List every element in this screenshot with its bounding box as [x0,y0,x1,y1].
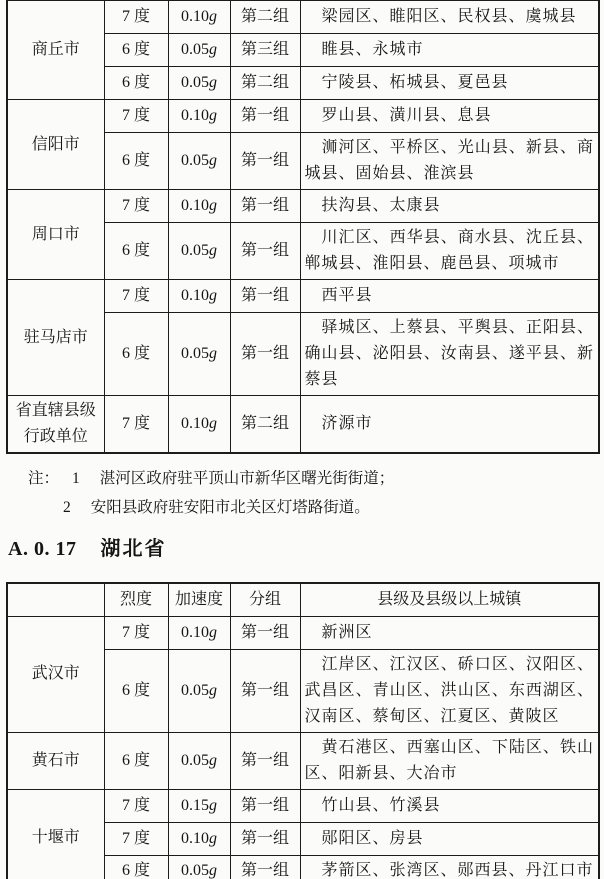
seismic-table-hubei [6,582,600,879]
acceleration-cell: 0.10g [168,822,230,855]
towns-cell: 宁陵县、柘城县、夏邑县 [300,67,599,100]
group-cell: 第一组 [230,732,300,789]
unit-g: g [209,829,217,847]
unit-g: g [209,74,217,91]
unit-g: g [209,623,217,641]
col-header-group: 分组 [230,583,300,616]
intensity-cell: 7 度 [104,100,168,133]
towns-cell: 川汇区、西华县、商水县、沈丘县、郸城县、淮阳县、鹿邑县、项城市 [300,223,599,280]
group-cell: 第一组 [230,822,300,855]
intensity-cell: 7 度 [104,822,168,855]
group-cell: 第二组 [230,1,300,34]
intensity-cell: 7 度 [104,190,168,223]
col-header-towns: 县级及县级以上城镇 [300,583,599,616]
towns-cell: 睢县、永城市 [300,34,599,67]
unit-g: g [209,751,217,769]
intensity-cell: 6 度 [104,67,168,100]
unit-g: g [209,287,217,304]
table-notes [28,468,604,518]
group-cell: 第一组 [230,649,300,732]
acceleration-cell: 0.10g [168,280,230,313]
city-cell: 周口市 [7,190,104,280]
note-text: 湛河区政府驻平顶山市新华区曙光街街道； [99,470,395,487]
intensity-cell: 7 度 [104,789,168,822]
towns-cell: 梁园区、睢阳区、民权县、虞城县 [300,1,599,34]
group-cell: 第二组 [230,67,300,100]
towns-cell: 驿城区、上蔡县、平舆县、正阳县、确山县、泌阳县、汝南县、遂平县、新蔡县 [300,313,599,396]
unit-g: g [209,345,217,362]
header-row [7,583,599,616]
section-number: A. 0. 17 [8,538,77,560]
intensity-cell: 7 度 [104,1,168,34]
group-cell: 第三组 [230,34,300,67]
unit-g: g [209,8,217,25]
towns-cell: 新洲区 [300,616,599,649]
acceleration-cell: 0.10g [168,100,230,133]
table-row [7,616,599,649]
acceleration-cell: 0.05g [168,732,230,789]
note-label: 注： [28,470,60,487]
towns-cell: 竹山县、竹溪县 [300,789,599,822]
note-line [28,497,604,518]
group-cell: 第一组 [230,313,300,396]
city-cell: 武汉市 [7,616,104,732]
note-number: 1 [72,470,80,487]
group-cell: 第一组 [230,190,300,223]
section-title: 湖北省 [100,538,167,560]
seismic-table-henan-continued [6,0,600,454]
group-cell: 第一组 [230,855,300,879]
towns-cell: 黄石港区、西塞山区、下陆区、铁山区、阳新县、大冶市 [300,732,599,789]
group-cell: 第一组 [230,100,300,133]
acceleration-cell: 0.10g [168,1,230,34]
col-header-accel: 加速度 [168,583,230,616]
towns-cell: 郧阳区、房县 [300,822,599,855]
intensity-cell: 7 度 [104,616,168,649]
acceleration-cell: 0.05g [168,67,230,100]
table-row [7,732,599,789]
acceleration-cell: 0.05g [168,855,230,879]
intensity-cell: 6 度 [104,34,168,67]
towns-cell: 济源市 [300,396,599,454]
group-cell: 第一组 [230,616,300,649]
acceleration-cell: 0.15g [168,789,230,822]
table-row [7,190,599,223]
col-header-intensity: 烈度 [104,583,168,616]
group-cell: 第一组 [230,280,300,313]
intensity-cell: 6 度 [104,855,168,879]
unit-g: g [209,197,217,214]
acceleration-cell: 0.05g [168,649,230,732]
intensity-cell: 6 度 [104,649,168,732]
intensity-cell: 7 度 [104,396,168,454]
acceleration-cell: 0.05g [168,223,230,280]
group-cell: 第一组 [230,133,300,190]
city-cell: 商丘市 [7,1,104,100]
city-cell: 黄石市 [7,732,104,789]
towns-cell: 江岸区、江汉区、硚口区、汉阳区、武昌区、青山区、洪山区、东西湖区、汉南区、蔡甸区、江夏区、黄陂区 [300,649,599,732]
note-text: 安阳县政府驻安阳市北关区灯塔路街道。 [90,499,370,516]
city-cell: 省直辖县级行政单位 [7,396,104,454]
intensity-cell: 6 度 [104,133,168,190]
unit-g: g [209,862,217,879]
note-number: 2 [63,499,71,516]
table-row [7,1,599,34]
unit-g: g [209,796,217,814]
section-heading [8,532,604,562]
group-cell: 第二组 [230,396,300,454]
group-cell: 第一组 [230,223,300,280]
unit-g: g [209,41,217,58]
table-row [7,280,599,313]
unit-g: g [209,107,217,124]
towns-cell: 扶沟县、太康县 [300,190,599,223]
unit-g: g [209,242,217,259]
note-line [28,468,604,489]
intensity-cell: 6 度 [104,732,168,789]
towns-cell: 西平县 [300,280,599,313]
intensity-cell: 6 度 [104,223,168,280]
col-header-city [7,583,104,616]
acceleration-cell: 0.05g [168,133,230,190]
towns-cell: 罗山县、潢川县、息县 [300,100,599,133]
unit-g: g [209,415,217,432]
group-cell: 第一组 [230,789,300,822]
towns-cell: 茅箭区、张湾区、郧西县、丹江口市 [300,855,599,879]
city-cell: 十堰市 [7,789,104,879]
acceleration-cell: 0.05g [168,34,230,67]
intensity-cell: 6 度 [104,313,168,396]
city-cell: 信阳市 [7,100,104,190]
towns-cell: 浉河区、平桥区、光山县、新县、商城县、固始县、淮滨县 [300,133,599,190]
intensity-cell: 7 度 [104,280,168,313]
acceleration-cell: 0.10g [168,396,230,454]
table-row [7,789,599,822]
table-row [7,396,599,454]
table-row [7,100,599,133]
acceleration-cell: 0.10g [168,616,230,649]
city-cell: 驻马店市 [7,280,104,396]
unit-g: g [209,152,217,169]
acceleration-cell: 0.05g [168,313,230,396]
unit-g: g [209,681,217,699]
acceleration-cell: 0.10g [168,190,230,223]
